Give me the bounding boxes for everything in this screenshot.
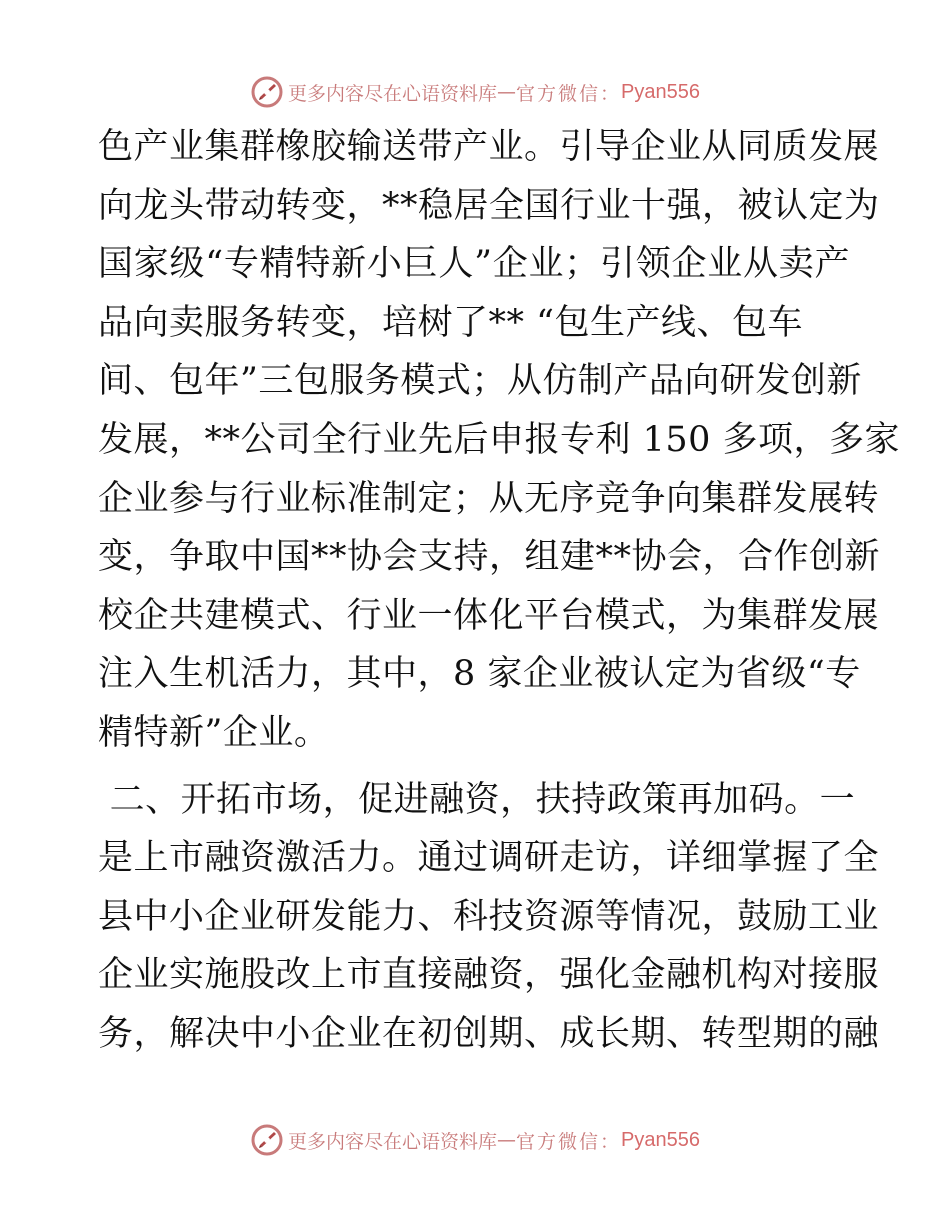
text-line: 色产业集群橡胶输送带产业。引导企业从同质发展 — [98, 127, 880, 167]
text-line: 国家级“专精特新小巨人”企业；引领企业从卖产 — [98, 244, 850, 285]
watermark-wechat-id: Pyan556 — [621, 1128, 700, 1151]
text-line: 品向卖服务转变，培树了** “包生产线、包车 — [98, 302, 804, 343]
text-line: 间、包年”三包服务模式；从仿制产品向研发创新 — [98, 361, 862, 402]
paragraph-1 — [98, 118, 901, 763]
watermark-footer — [0, 1120, 950, 1160]
text-line: 向龙头带动转变，**稳居全国行业十强，被认定为 — [98, 185, 880, 226]
watermark-header — [0, 72, 950, 112]
watermark-wechat-label: 官方微信： — [516, 1130, 622, 1153]
watermark-wechat-id: Pyan556 — [621, 80, 700, 103]
watermark-separator: — — [497, 1129, 517, 1151]
watermark-wechat-label: 官方微信： — [516, 82, 622, 105]
text-line: 二、开拓市场，促进融资，扶持政策再加码。一 — [98, 779, 856, 820]
logo-icon — [250, 75, 284, 109]
logo-icon — [250, 1123, 284, 1157]
text-line: 注入生机活力，其中，8 家企业被认定为省级“专 — [98, 654, 861, 695]
text-line: 企业参与行业标准制定；从无序竞争向集群发展转 — [98, 478, 880, 519]
paragraph-spacer — [98, 763, 850, 771]
document-body — [98, 118, 901, 1064]
text-line: 发展，**公司全行业先后申报专利 150 多项，多家 — [98, 419, 901, 460]
watermark-separator: — — [497, 81, 517, 103]
text-line: 变，争取中国**协会支持，组建**协会，合作创新 — [98, 537, 881, 578]
text-line: 校企共建模式、行业一体化平台模式，为集群发展 — [98, 595, 880, 636]
paragraph-2 — [98, 771, 880, 1064]
text-line: 务，解决中小企业在初创期、成长期、转型期的融 — [98, 1013, 880, 1054]
text-line: 精特新”企业。 — [98, 712, 330, 753]
text-line: 是上市融资激活力。通过调研走访，详细掌握了全 — [98, 838, 880, 879]
watermark-text: 更多内容尽在心语资料库 — [288, 1130, 498, 1153]
text-line: 县中小企业研发能力、科技资源等情况，鼓励工业 — [98, 896, 880, 937]
watermark-text: 更多内容尽在心语资料库 — [288, 82, 498, 105]
text-line: 企业实施股改上市直接融资，强化金融机构对接服 — [98, 955, 880, 996]
